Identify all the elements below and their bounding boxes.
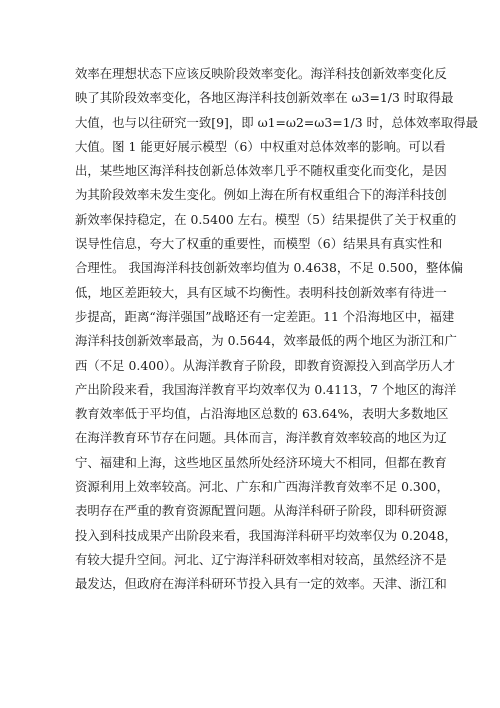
text-line: 表明存在严重的教育资源配置问题。从海洋科研子阶段，即科研资源 [75, 503, 447, 519]
text-line: 大值。图 1 能更好展示模型（6）中权重对总体效率的影响。可以看 [75, 138, 446, 154]
text-line: 西（不足 0.400）。从海洋教育子阶段，即教育资源投入到高学历人才 [75, 357, 456, 373]
text-line: 资源利用上效率较高。河北、广东和广西海洋教育效率不足 0.300， [75, 479, 449, 495]
text-line: 在海洋教育环节存在问题。具体而言，海洋教育效率较高的地区为辽 [75, 430, 447, 446]
text-line: 新效率保持稳定，在 0.5400 左右。模型（5）结果提供了关于权重的 [75, 211, 457, 227]
text-line: 产出阶段来看，我国海洋教育平均效率仅为 0.4113，7 个地区的海洋 [75, 381, 457, 397]
text-line: 投入到科技成果产出阶段来看，我国海洋科研平均效率仅为 0.2048， [75, 527, 457, 543]
text-line: 最发达，但政府在海洋科研环节投入具有一定的效率。天津、浙江和 [75, 576, 447, 592]
body-text [75, 62, 479, 597]
text-line: 误导性信息，夸大了权重的重要性，而模型（6）结果具有真实性和 [75, 236, 443, 252]
text-line: 合理性。 我国海洋科技创新效率均值为 0.4638，不足 0.500，整体偏 [75, 260, 464, 276]
text-line: 大值，也与以往研究一致[9]，即 ω1=ω2=ω3=1/3 时，总体效率取得最 [75, 114, 479, 130]
text-line: 出，某些地区海洋科技创新总体效率几乎不随权重变化而变化，是因 [75, 163, 447, 179]
text-line: 海洋科技创新效率最高，为 0.5644，效率最低的两个地区为浙江和广 [75, 333, 457, 349]
text-line: 宁、福建和上海，这些地区虽然所处经济环境大不相同，但都在教育 [75, 454, 447, 470]
text-line: 教育效率低于平均值，占沿海地区总数的 63.64%，表明大多数地区 [75, 406, 449, 422]
text-line: 为其阶段效率未发生变化。例如上海在所有权重组合下的海洋科技创 [75, 187, 447, 203]
text-line: 步提高，距离“海洋强国”战略还有一定差距。11 个沿海地区中，福建 [75, 308, 455, 324]
text-line: 有较大提升空间。河北、辽宁海洋科研效率相对较高，虽然经济不是 [75, 551, 447, 567]
text-line: 低，地区差距较大，具有区域不均衡性。表明科技创新效率有待进一 [75, 284, 447, 300]
text-line: 映了其阶段效率变化，各地区海洋科技创新效率在 ω3=1/3 时取得最 [75, 90, 454, 106]
text-line: 效率在理想状态下应该反映阶段效率变化。海洋科技创新效率变化反 [75, 66, 447, 81]
